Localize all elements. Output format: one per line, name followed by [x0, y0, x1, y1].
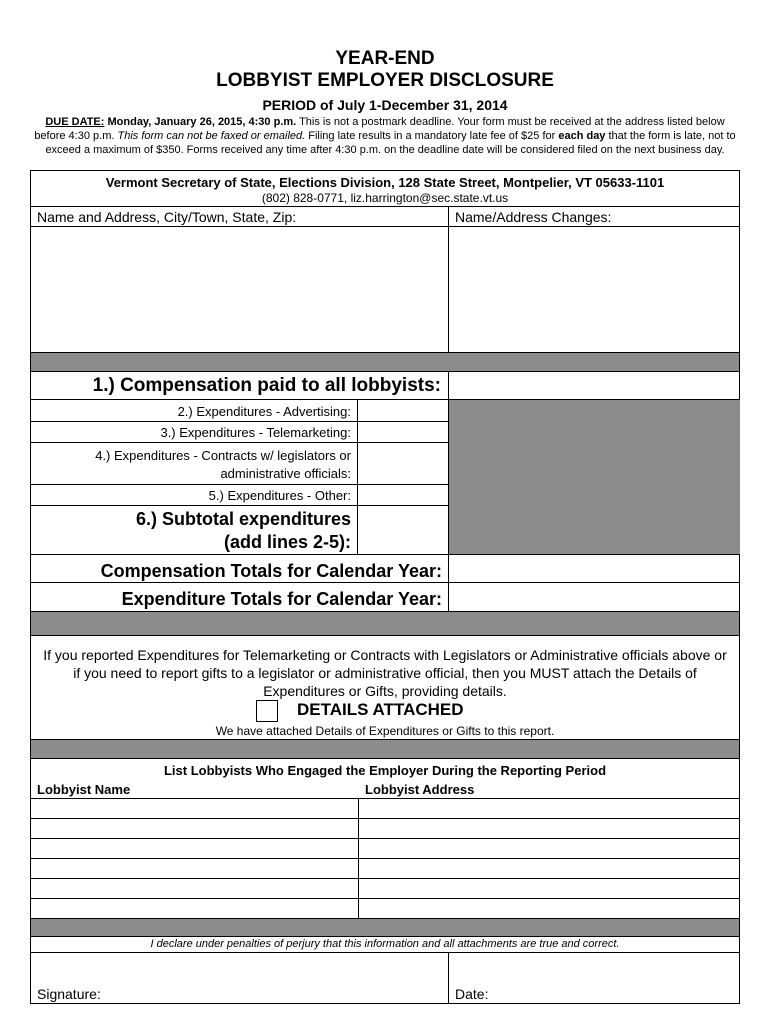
lobbyist-address-field[interactable]	[359, 899, 739, 918]
due-text-italic: This form can not be faxed or emailed.	[117, 130, 306, 142]
due-text-2: Filing late results in a mandatory late fee of $25 for	[305, 130, 559, 142]
lobbyist-name-field[interactable]	[31, 839, 357, 858]
line6-label-b: (add lines 2-5):	[223, 532, 351, 552]
line3-amount-field[interactable]	[358, 422, 448, 442]
lobbyist-name-field[interactable]	[31, 859, 357, 878]
line4-amount-field[interactable]	[358, 443, 448, 484]
separator-bar	[31, 919, 739, 936]
line3-label: 3.) Expenditures - Telemarketing:	[160, 425, 351, 440]
reporting-period: PERIOD of July 1-December 31, 2014	[262, 97, 508, 113]
lobbyist-address-field[interactable]	[359, 799, 739, 818]
lobbyist-address-field[interactable]	[359, 859, 739, 878]
date-field[interactable]	[449, 953, 739, 1003]
lobbyist-address-header: Lobbyist Address	[365, 782, 475, 797]
due-date-instructions	[34, 115, 736, 157]
due-text-1: This is not a postmark deadline. Your form must be received at the address listed below before 4:30 p.m.	[34, 116, 725, 142]
compensation-totals-field[interactable]	[449, 555, 739, 582]
line1-label: 1.) Compensation paid to all lobbyists:	[92, 375, 441, 396]
lobbyist-name-field[interactable]	[31, 879, 357, 898]
expenditure-totals-label: Expenditure Totals for Calendar Year:	[121, 589, 442, 609]
line6-amount-field[interactable]	[358, 506, 448, 554]
due-text-bold: each day	[558, 130, 606, 142]
lobbyist-name-header: Lobbyist Name	[37, 782, 131, 797]
lobbyist-name-field[interactable]	[31, 819, 357, 838]
lobbyist-name-field[interactable]	[31, 899, 357, 918]
details-instructions: If you reported Expenditures for Telemarketing or Contracts with Legislators or Administrative officials above or if you need to report gifts to a legislator or administrative official, then you MUST attach the Details of Expenditures or Gifts, providing details.	[43, 647, 727, 699]
name-changes-label: Name/Address Changes:	[455, 209, 612, 225]
separator-bar	[31, 352, 739, 371]
form-title-line2: LOBBYIST EMPLOYER DISCLOSURE	[216, 70, 554, 91]
due-date-value: Monday, January 26, 2015, 4:30 p.m.	[104, 116, 297, 128]
line5-label: 5.) Expenditures - Other:	[208, 488, 351, 503]
details-attached-label: DETAILS ATTACHED	[297, 700, 464, 719]
date-label: Date:	[455, 986, 489, 1002]
due-date-label: DUE DATE:	[45, 116, 105, 128]
lobbyist-name-field[interactable]	[31, 799, 357, 818]
signature-label: Signature:	[37, 986, 101, 1002]
lobbyist-address-field[interactable]	[359, 879, 739, 898]
form-title-line1: YEAR-END	[335, 48, 435, 69]
office-address: Vermont Secretary of State, Elections Division, 128 State Street, Montpelier, VT 05633-1101	[105, 175, 665, 190]
lobbyist-address-field[interactable]	[359, 819, 739, 838]
lobbyist-address-field[interactable]	[359, 839, 739, 858]
compensation-totals-label: Compensation Totals for Calendar Year:	[100, 561, 442, 581]
line5-amount-field[interactable]	[358, 485, 448, 505]
lobbyists-heading: List Lobbyists Who Engaged the Employer During the Reporting Period	[163, 763, 607, 778]
line2-label: 2.) Expenditures - Advertising:	[177, 404, 351, 419]
details-note: We have attached Details of Expenditures or Gifts to this report.	[215, 724, 555, 738]
perjury-declaration: I declare under penalties of perjury that this information and all attachments are true and correct.	[150, 938, 620, 950]
name-address-field[interactable]	[31, 227, 447, 351]
office-contact: (802) 828-0771, liz.harrington@sec.state.vt.us	[261, 191, 509, 205]
signature-field[interactable]	[31, 953, 447, 1003]
line4-label-b: administrative officials:	[220, 466, 351, 481]
line2-amount-field[interactable]	[358, 400, 448, 421]
expenditure-totals-field[interactable]	[449, 583, 739, 611]
name-address-label: Name and Address, City/Town, State, Zip:	[37, 209, 297, 225]
due-text-3: that the form is late, not to exceed a maximum of $350. Forms received any time after 4:30 p.m. on the deadline date will be considered filed on the next business day.	[45, 130, 736, 156]
line1-amount-field[interactable]	[449, 372, 739, 399]
name-changes-field[interactable]	[449, 227, 739, 351]
line4-label-a: 4.) Expenditures - Contracts w/ legislators or	[95, 448, 351, 463]
details-attached-checkbox[interactable]	[256, 700, 278, 722]
shaded-area	[449, 400, 740, 554]
separator-bar	[31, 740, 739, 758]
separator-bar	[31, 612, 739, 635]
line6-label-a: 6.) Subtotal expenditures	[135, 509, 351, 529]
